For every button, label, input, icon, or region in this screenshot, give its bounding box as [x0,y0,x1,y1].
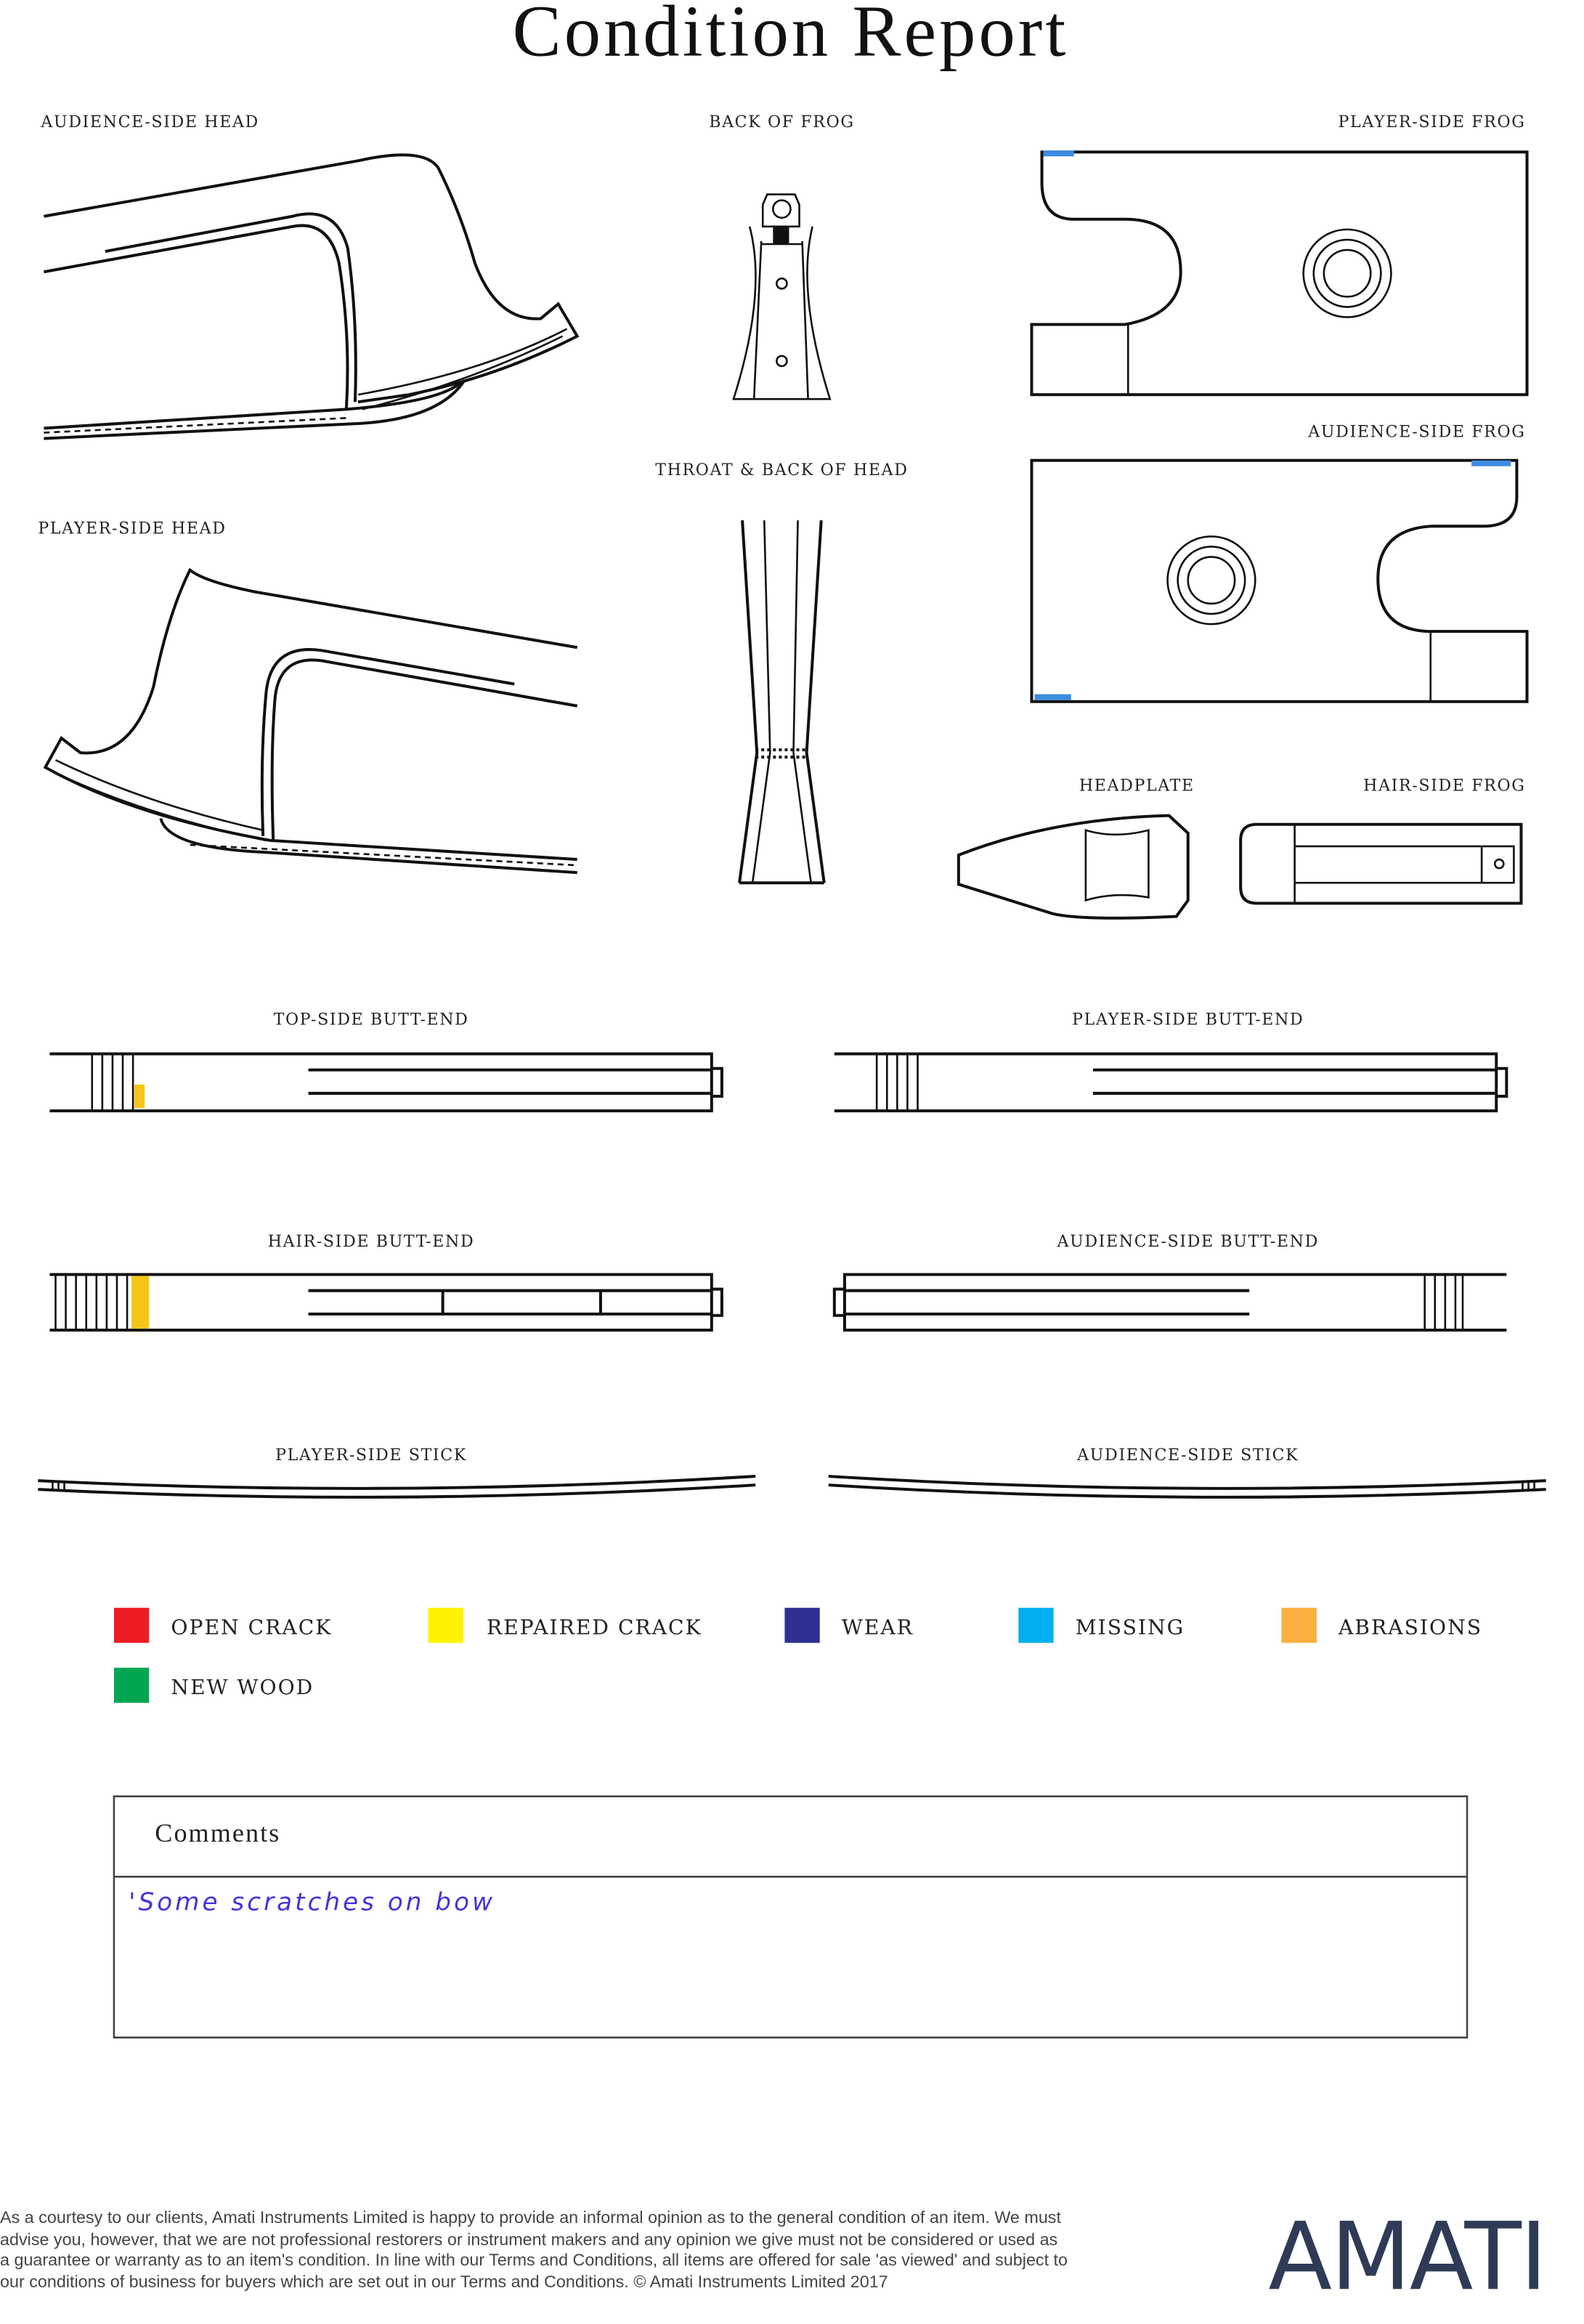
label-player-side-stick: PLAYER-SIDE STICK [275,1445,467,1465]
legend-item-open-crack [114,1608,332,1643]
player-side-frog-drawing[interactable] [1031,152,1527,394]
label-player-side-frog: PLAYER-SIDE FROG [1338,113,1526,132]
legend-swatch-open-crack [114,1608,149,1643]
label-audience-side-stick: AUDIENCE-SIDE STICK [1077,1445,1299,1465]
audience-side-butt-end-drawing[interactable] [834,1274,1506,1329]
disclaimer-line: our conditions of business for buyers which are set out in our Terms and Conditions. © Amati Instruments Limited 2017 [0,2272,888,2291]
throat-back-of-head-drawing[interactable] [739,520,824,883]
legend-swatch-abrasions [1282,1608,1317,1643]
label-throat-back-of-head: THROAT & BACK OF HEAD [655,460,909,479]
label-back-of-frog: BACK OF FROG [709,113,855,132]
legend-label: MISSING [1075,1615,1185,1640]
legend-item-repaired-crack [429,1608,702,1643]
legend-item-missing [1018,1608,1185,1643]
legend-swatch-new-wood [114,1668,149,1703]
legend-label: OPEN CRACK [171,1615,333,1640]
comments-text[interactable]: 'Some scratches on bow [129,1887,496,1917]
player-side-stick-drawing[interactable] [38,1476,755,1497]
hair-side-butt-end-drawing[interactable] [49,1274,721,1329]
repaired-crack-mark [131,1276,149,1328]
legend-swatch-wear [784,1608,819,1643]
headplate-drawing[interactable] [959,816,1188,918]
repaired-crack-mark [134,1085,145,1108]
hair-side-frog-drawing[interactable] [1240,825,1521,904]
audience-side-frog-drawing[interactable] [1031,461,1527,702]
legend-label: ABRASIONS [1338,1615,1483,1640]
amati-logo: AMATI [1268,2202,1546,2312]
label-hair-side-frog: HAIR-SIDE FROG [1363,776,1526,795]
audience-side-head-drawing[interactable] [44,155,577,438]
label-audience-side-head: AUDIENCE-SIDE HEAD [41,113,259,132]
label-top-side-butt-end: TOP-SIDE BUTT-END [273,1010,469,1029]
label-audience-side-frog: AUDIENCE-SIDE FROG [1308,422,1526,442]
legend-item-new-wood [114,1668,314,1703]
legend-item-abrasions [1282,1608,1483,1643]
label-player-side-head: PLAYER-SIDE HEAD [38,519,227,538]
label-audience-side-butt-end: AUDIENCE-SIDE BUTT-END [1057,1232,1319,1252]
label-hair-side-butt-end: HAIR-SIDE BUTT-END [267,1232,475,1252]
footer-disclaimer [0,2208,1068,2291]
label-headplate: HEADPLATE [1079,776,1195,795]
top-side-butt-end-drawing[interactable] [49,1054,721,1111]
legend-label: NEW WOOD [171,1675,314,1699]
legend-item-wear [784,1608,914,1643]
disclaimer-line: As a courtesy to our clients, Amati Instruments Limited is happy to provide an informal opinion as to the general condition of an item. We must [0,2208,1061,2227]
disclaimer-line: a guarantee or warranty as to an item's condition. In line with our Terms and Conditions, all items are offered for sale 'as viewed' and subject to [0,2250,1068,2270]
disclaimer-line: advise you, however, that we are not professional restorers or instrument makers and any opinion we give must not be considered or used as [0,2230,1058,2249]
comments-heading: Comments [155,1818,281,1848]
player-side-butt-end-drawing[interactable] [834,1054,1506,1111]
page-title: Condition Report [512,0,1069,72]
legend-swatch-missing [1018,1608,1053,1643]
player-side-head-drawing[interactable] [45,570,577,872]
legend [114,1608,1482,1703]
back-of-frog-drawing[interactable] [734,195,830,400]
legend-swatch-repaired-crack [429,1608,463,1643]
legend-label: WEAR [841,1615,914,1640]
label-player-side-butt-end: PLAYER-SIDE BUTT-END [1072,1010,1304,1029]
audience-side-stick-drawing[interactable] [829,1476,1546,1497]
legend-label: REPAIRED CRACK [487,1615,702,1640]
comments-box[interactable] [114,1797,1467,2038]
